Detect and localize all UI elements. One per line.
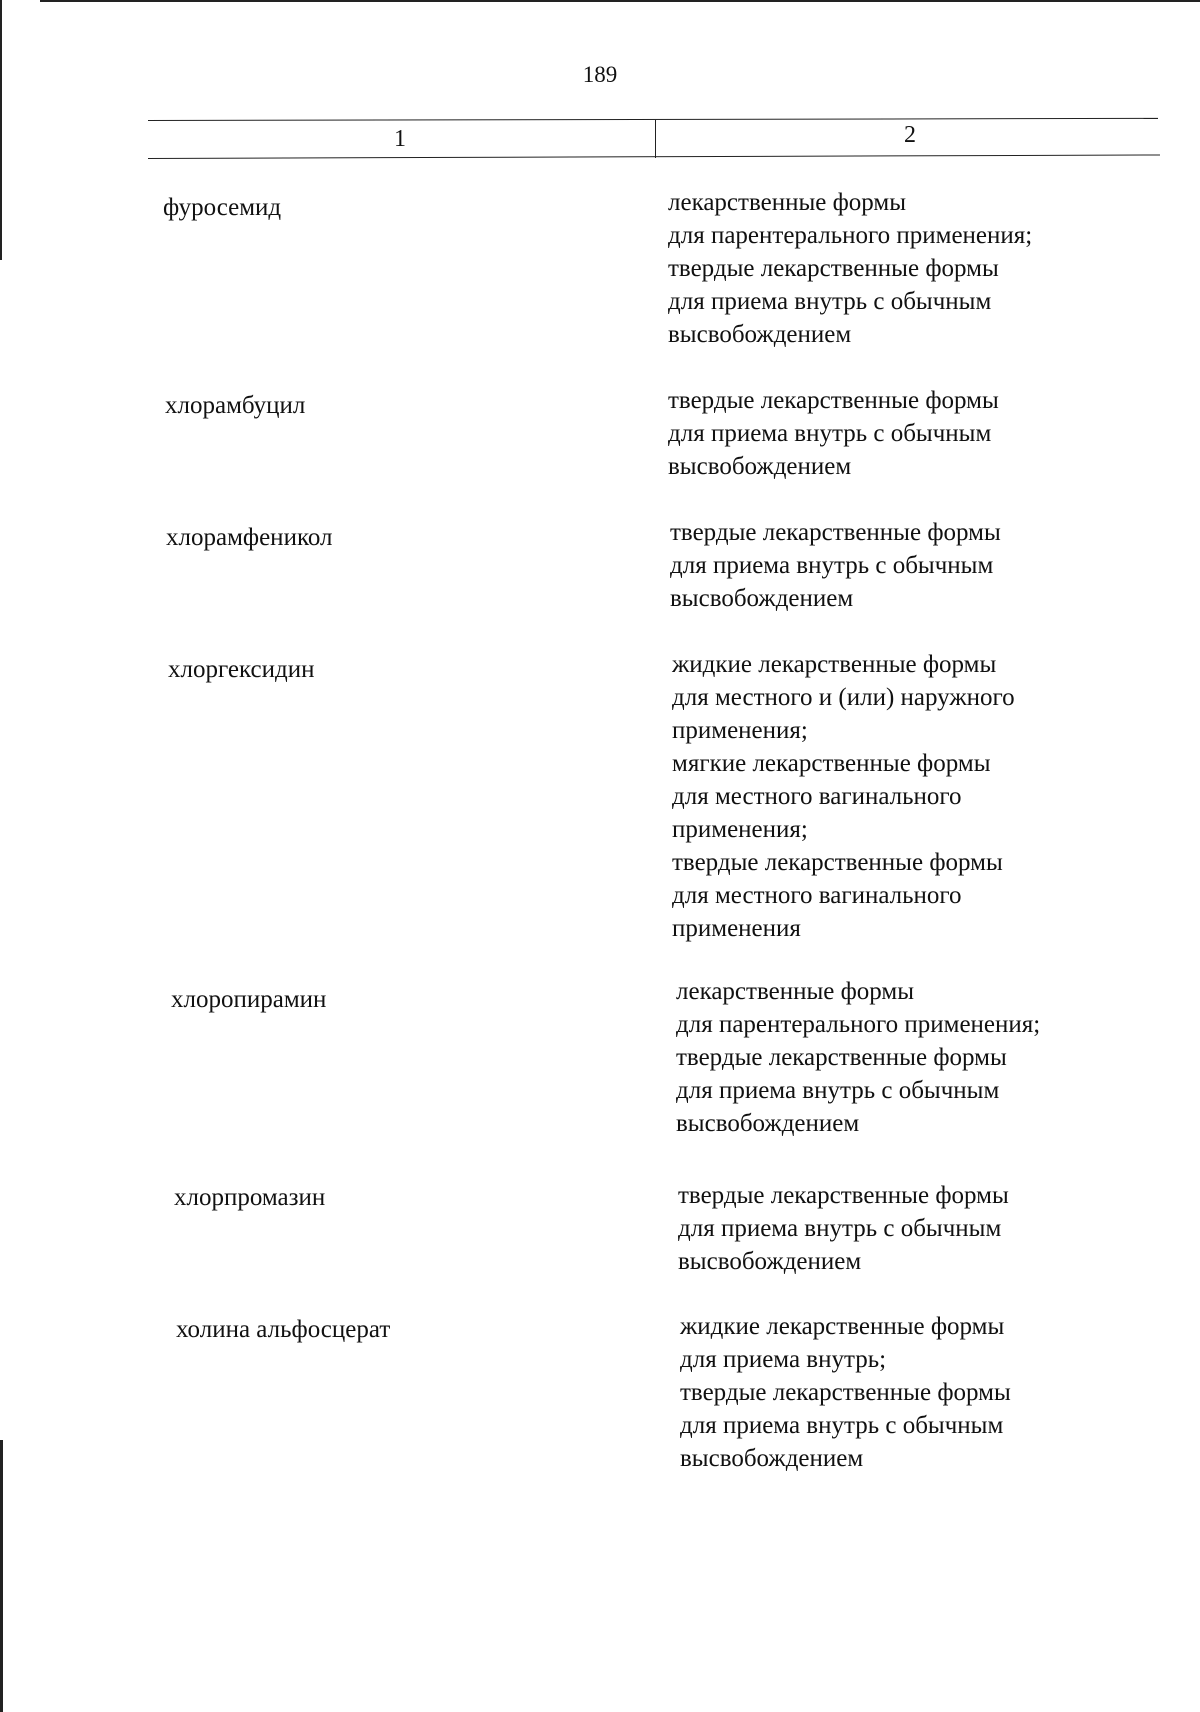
dosage-form-line: для парентерального применения; bbox=[676, 1011, 1041, 1038]
column-header-1: 1 bbox=[394, 126, 406, 152]
dosage-form-line: лекарственные формы bbox=[668, 189, 907, 216]
dosage-form-line: твердые лекарственные формы bbox=[668, 255, 999, 282]
dosage-form-line: мягкие лекарственные формы bbox=[672, 750, 991, 777]
drug-dosage-forms bbox=[670, 516, 1001, 615]
dosage-form-line: твердые лекарственные формы bbox=[680, 1379, 1011, 1406]
dosage-form-line: твердые лекарственные формы bbox=[670, 519, 1001, 546]
table-header-top-rule bbox=[148, 118, 1158, 121]
drug-dosage-forms bbox=[668, 384, 999, 483]
drug-name: хлоропирамин bbox=[171, 986, 327, 1013]
dosage-form-line: для приема внутрь с обычным bbox=[668, 288, 992, 315]
scan-edge-left-bottom bbox=[0, 1440, 3, 1712]
drug-name: хлорпромазин bbox=[174, 1184, 326, 1211]
dosage-form-line: жидкие лекарственные формы bbox=[680, 1313, 1005, 1340]
drug-name: холина альфосцерат bbox=[176, 1316, 391, 1343]
drug-name: фуросемид bbox=[163, 194, 282, 221]
scan-edge-top bbox=[40, 0, 1200, 2]
dosage-form-line: твердые лекарственные формы bbox=[672, 849, 1003, 876]
drug-dosage-forms bbox=[676, 975, 1040, 1140]
dosage-form-line: для приема внутрь с обычным bbox=[680, 1412, 1004, 1439]
scan-edge-left bbox=[0, 0, 2, 260]
dosage-form-line: применения; bbox=[672, 717, 808, 744]
drug-dosage-forms bbox=[678, 1179, 1009, 1278]
table-header-bottom-rule bbox=[148, 154, 1160, 159]
dosage-form-line: высвобождением bbox=[668, 321, 852, 348]
drug-name: хлоргексидин bbox=[168, 656, 315, 683]
drug-name: хлорамбуцил bbox=[165, 392, 306, 419]
dosage-form-line: применения bbox=[672, 915, 801, 942]
drug-dosage-forms bbox=[672, 648, 1015, 945]
drug-name: хлорамфеникол bbox=[166, 524, 333, 551]
dosage-form-line: для местного вагинального bbox=[672, 882, 962, 909]
drug-dosage-forms bbox=[680, 1310, 1011, 1475]
dosage-form-line: для приема внутрь с обычным bbox=[670, 552, 994, 579]
dosage-form-line: для приема внутрь с обычным bbox=[676, 1077, 1000, 1104]
dosage-form-line: для приема внутрь с обычным bbox=[678, 1215, 1002, 1242]
page-number: 189 bbox=[582, 62, 618, 87]
table-header-divider bbox=[655, 120, 656, 158]
dosage-form-line: твердые лекарственные формы bbox=[676, 1044, 1007, 1071]
dosage-form-line: для местного вагинального bbox=[672, 783, 962, 810]
drug-dosage-forms bbox=[668, 186, 1032, 351]
column-header-2: 2 bbox=[904, 122, 916, 148]
dosage-form-line: для приема внутрь с обычным bbox=[668, 420, 992, 447]
dosage-form-line: высвобождением bbox=[668, 453, 852, 480]
dosage-form-line: для парентерального применения; bbox=[668, 222, 1033, 249]
dosage-form-line: для местного и (или) наружного bbox=[672, 684, 1015, 711]
dosage-form-line: жидкие лекарственные формы bbox=[672, 651, 997, 678]
dosage-form-line: высвобождением bbox=[678, 1248, 862, 1275]
dosage-form-line: высвобождением bbox=[670, 585, 854, 612]
dosage-form-line: лекарственные формы bbox=[676, 978, 915, 1005]
dosage-form-line: твердые лекарственные формы bbox=[668, 387, 999, 414]
dosage-form-line: для приема внутрь; bbox=[680, 1346, 887, 1373]
dosage-form-line: твердые лекарственные формы bbox=[678, 1182, 1009, 1209]
dosage-form-line: высвобождением bbox=[676, 1110, 860, 1137]
dosage-form-line: применения; bbox=[672, 816, 808, 843]
dosage-form-line: высвобождением bbox=[680, 1445, 864, 1472]
